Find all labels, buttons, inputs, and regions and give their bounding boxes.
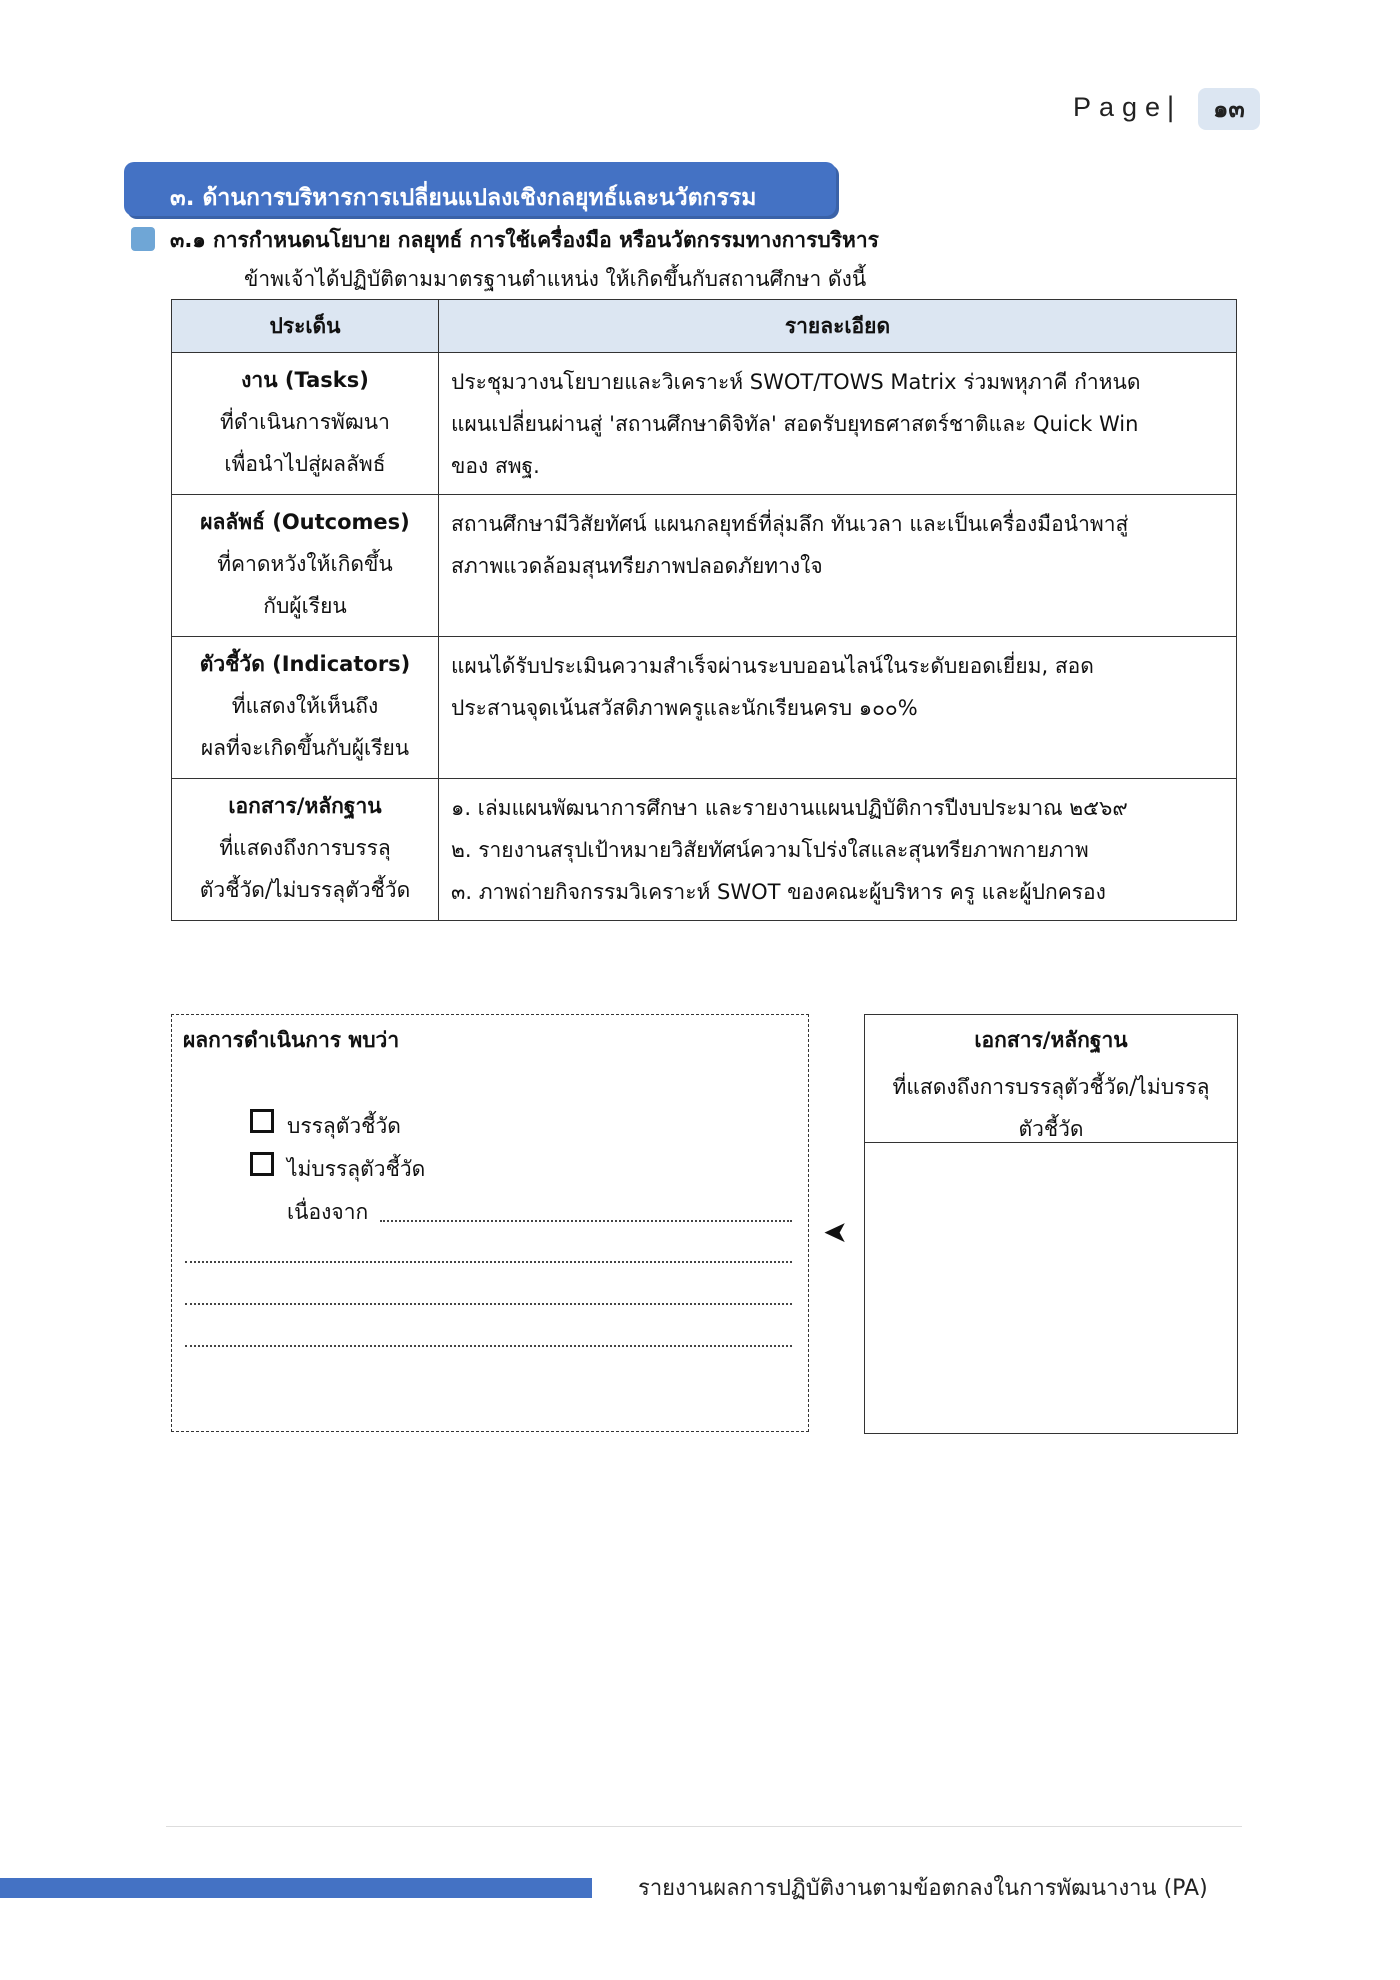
row-label-cell — [172, 495, 439, 637]
reason-line[interactable] — [185, 1303, 792, 1305]
footer-rule — [166, 1826, 1242, 1827]
row-detail-cell — [439, 495, 1237, 637]
reason-line[interactable] — [185, 1261, 792, 1263]
row-label-line: กับผู้เรียน — [263, 594, 347, 618]
row-label-cell — [172, 637, 439, 779]
row-detail-cell — [439, 637, 1237, 779]
evidence-subtitle: ที่แสดงถึงการบรรลุตัวชี้วัด/ไม่บรรลุตัวชี้วัด — [892, 1075, 1210, 1141]
achieved-checkbox[interactable] — [250, 1109, 274, 1133]
achieved-label: บรรลุตัวชี้วัด — [287, 1114, 401, 1138]
row-label-line: ตัวชี้วัด/ไม่บรรลุตัวชี้วัด — [199, 878, 411, 902]
intro-text: ข้าพเจ้าได้ปฏิบัติตามมาตรฐานตำแหน่ง ให้เกิดขึ้นกับสถานศึกษา ดังนี้ — [244, 267, 867, 291]
result-title: ผลการดำเนินการ พบว่า — [183, 1028, 400, 1052]
detail-line: ๒. รายงานสรุปเป้าหมายวิสัยทัศน์ความโปร่งใสและสุนทรียภาพกายภาพ — [451, 838, 1089, 862]
page-label: Page — [1073, 92, 1169, 122]
detail-line: ๑. เล่มแผนพัฒนาการศึกษา และรายงานแผนปฏิบัติการปีงบประมาณ ๒๕๖๙ — [451, 796, 1128, 820]
arrow-left-icon: ➤ — [823, 1215, 849, 1250]
row-label-heading: ผลลัพธ์ (Outcomes) — [200, 510, 410, 534]
table-row — [172, 495, 1237, 637]
evidence-title: เอกสาร/หลักฐาน — [974, 1028, 1128, 1052]
detail-line: แผนได้รับประเมินความสำเร็จผ่านระบบออนไลน์ในระดับยอดเยี่ยม, สอด — [451, 654, 1094, 678]
detail-line: สภาพแวดล้อมสุนทรียภาพปลอดภัยทางใจ — [451, 554, 823, 578]
table-row — [172, 353, 1237, 495]
standards-table — [171, 299, 1237, 921]
row-label-heading: เอกสาร/หลักฐาน — [228, 794, 382, 818]
page-number: ๑๓ — [1198, 88, 1260, 130]
header-details: รายละเอียด — [439, 300, 1237, 353]
row-label-heading: ตัวชี้วัด (Indicators) — [199, 652, 411, 676]
detail-line: ของ สพฐ. — [451, 454, 540, 478]
detail-line: ประชุมวางนโยบายและวิเคราะห์ SWOT/TOWS Matrix ร่วมพหุภาคี กำหนด — [451, 370, 1141, 394]
reason-line[interactable] — [185, 1345, 792, 1347]
table-row — [172, 779, 1237, 921]
detail-line: ประสานจุดเน้นสวัสดิภาพครูและนักเรียนครบ ๑๐๐% — [451, 696, 918, 720]
footer-text: รายงานผลการปฏิบัติงานตามข้อตกลงในการพัฒนางาน (PA) — [638, 1876, 1208, 1901]
row-label-line: เพื่อนำไปสู่ผลลัพธ์ — [224, 452, 386, 476]
detail-line: แผนเปลี่ยนผ่านสู่ 'สถานศึกษาดิจิทัล' สอดรับยุทธศาสตร์ชาติและ Quick Win — [451, 412, 1139, 436]
section-title: ๓. ด้านการบริหารการเปลี่ยนแปลงเชิงกลยุทธ์และนวัตกรรม — [170, 185, 757, 211]
not-achieved-label: ไม่บรรลุตัวชี้วัด — [287, 1157, 426, 1181]
row-label-line: ที่ดำเนินการพัฒนา — [220, 410, 390, 434]
row-label-cell — [172, 353, 439, 495]
result-box — [171, 1014, 809, 1432]
header-issue: ประเด็น — [172, 300, 439, 353]
subsection-marker-icon — [131, 227, 155, 251]
row-label-cell — [172, 779, 439, 921]
row-label-line: ผลที่จะเกิดขึ้นกับผู้เรียน — [200, 736, 410, 760]
row-label-line: ที่แสดงให้เห็นถึง — [231, 694, 379, 718]
table-header-row — [172, 300, 1237, 353]
detail-line: สถานศึกษามีวิสัยทัศน์ แผนกลยุทธ์ที่ลุ่มลึก ทันเวลา และเป็นเครื่องมือนำพาสู่ — [451, 512, 1129, 536]
row-label-line: ที่คาดหวังให้เกิดขึ้น — [217, 552, 393, 576]
row-detail-cell — [439, 779, 1237, 921]
footer-bar — [0, 1878, 592, 1898]
because-label: เนื่องจาก — [287, 1200, 369, 1224]
subsection-title: ๓.๑ การกำหนดนโยบาย กลยุทธ์ การใช้เครื่องมือ หรือนวัตกรรมทางการบริหาร — [170, 228, 879, 252]
row-label-heading: งาน (Tasks) — [241, 368, 369, 392]
page-separator: | — [1166, 92, 1176, 123]
row-detail-cell — [439, 353, 1237, 495]
row-label-line: ที่แสดงถึงการบรรลุ — [219, 836, 391, 860]
not-achieved-checkbox[interactable] — [250, 1152, 274, 1176]
detail-line: ๓. ภาพถ่ายกิจกรรมวิเคราะห์ SWOT ของคณะผู้บริหาร ครู และผู้ปกครอง — [451, 880, 1106, 904]
reason-line[interactable] — [380, 1220, 792, 1222]
table-row — [172, 637, 1237, 779]
